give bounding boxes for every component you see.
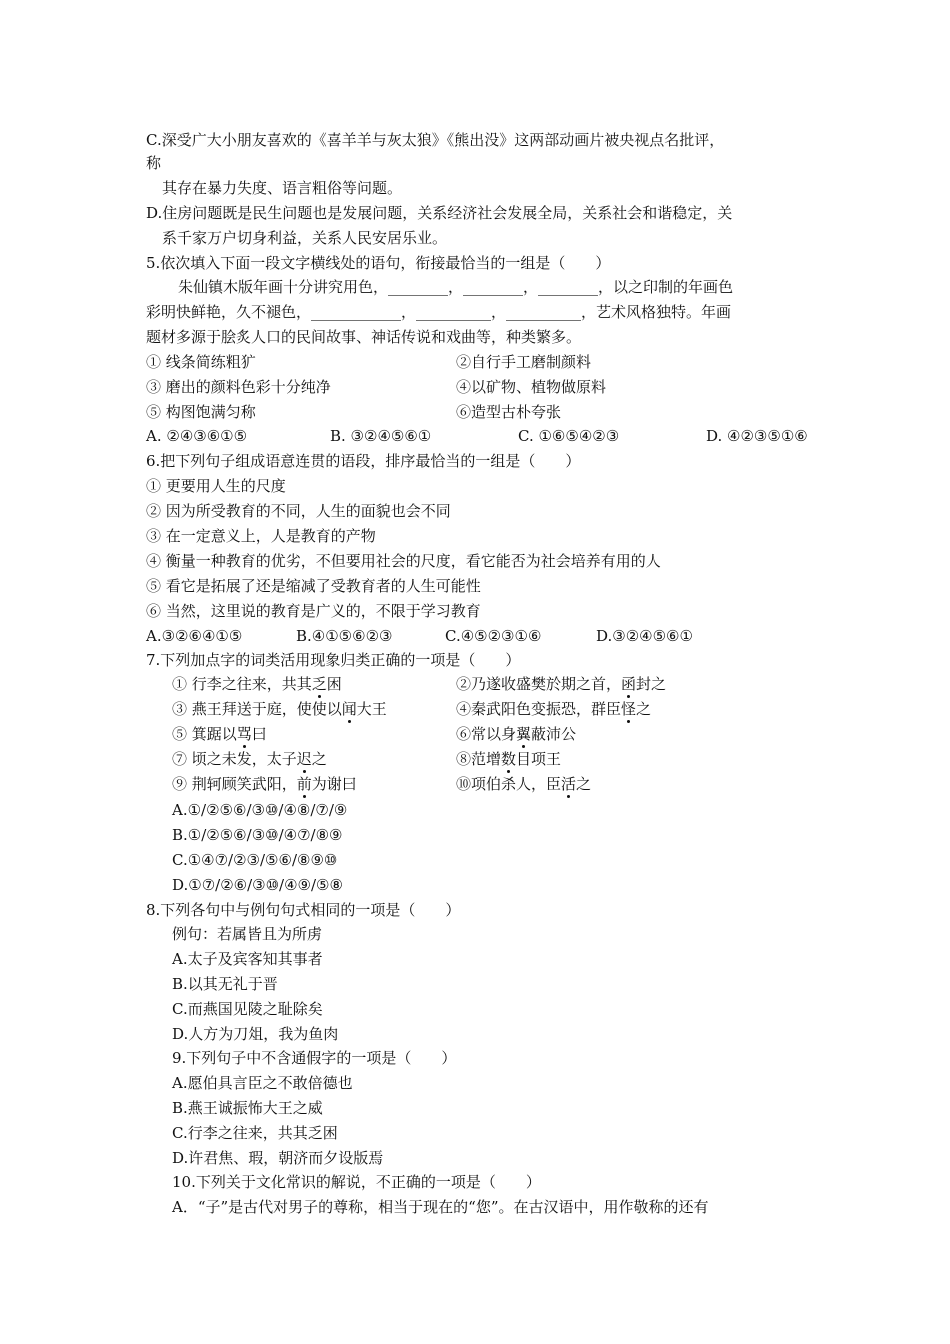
q5-option-a: A. ②④③⑥①⑤ — [146, 427, 248, 445]
dotted-char: 怪 — [621, 700, 637, 718]
q5-paragraph-line1: 朱仙镇木版年画十分讲究用色，________，________，________，以之印制的年画色 — [178, 278, 734, 296]
q7-item-6: ⑥常以身翼蔽沛公 — [456, 725, 577, 743]
q7-item-8: ⑧范增数目项王 — [456, 750, 562, 768]
q5-item-3: ③ 磨出的颜料色彩十分纯净 — [146, 378, 331, 396]
q5-item-4: ④以矿物、植物做原料 — [456, 378, 607, 396]
q7-item-5: ⑤ 箕踞以骂曰 — [172, 725, 267, 743]
q6-option-a: A.③②⑥④①⑤ — [146, 627, 243, 645]
dotted-char: 乏 — [311, 675, 327, 693]
q5-stem: 5.依次填入下面一段文字横线处的语句，衔接最恰当的一组是（ ） — [146, 254, 611, 272]
dotted-char: 活 — [561, 775, 577, 793]
q5-item-2: ②自行手工磨制颜料 — [456, 353, 592, 371]
q9-option-d: D.许君焦、瑕，朝济而夕设版焉 — [172, 1149, 384, 1167]
q6-option-b: B.④①⑤⑥②③ — [296, 627, 393, 645]
q7-item-9: ⑨ 荆轲顾笑武阳，前为谢曰 — [172, 775, 357, 793]
q7-item-1: ① 行李之往来，共其乏困 — [172, 675, 342, 693]
q4-option-c-line2: 称 — [146, 154, 162, 172]
q10-stem: 10.下列关于文化常识的解说，不正确的一项是（ ） — [172, 1173, 541, 1191]
q9-option-c: C.行李之往来，共其乏困 — [172, 1124, 338, 1142]
q7-option-a: A.①/②⑤⑥/③⑩/④⑧/⑦/⑨ — [172, 801, 348, 819]
q7-option-b: B.①/②⑤⑥/③⑩/④⑦/⑧⑨ — [172, 826, 343, 844]
dotted-char: 前 — [296, 775, 312, 793]
q7-option-c: C.①④⑦/②③/⑤⑥/⑧⑨⑩ — [172, 851, 338, 869]
q4-option-c-line1: C.深受广大小朋友喜欢的《喜羊羊与灰太狼》《熊出没》这两部动画片被央视点名批评， — [146, 131, 725, 149]
q9-stem: 9.下列句子中不含通假字的一项是（ ） — [172, 1049, 457, 1067]
q10-option-a: A．“子”是古代对男子的尊称，相当于现在的“您”。在古汉语中，用作敬称的还有 — [172, 1198, 709, 1216]
q8-option-d: D.人方为刀俎，我为鱼肉 — [172, 1025, 339, 1043]
q6-item-3: ③ 在一定意义上，人是教育的产物 — [146, 527, 376, 545]
dotted-char: 迟 — [296, 750, 312, 768]
q5-option-c: C. ①⑥⑤④②③ — [518, 427, 620, 445]
q4-option-d-line1: D.住房问题既是民生问题也是发展问题，关系经济社会发展全局，关系社会和谐稳定，关 — [146, 204, 733, 222]
q7-item-4: ④秦武阳色变振恐，群臣怪之 — [456, 700, 652, 718]
q6-item-1: ① 更要用人生的尺度 — [146, 477, 286, 495]
q8-example: 例句：若属皆且为所虏 — [172, 925, 323, 943]
q7-stem: 7.下列加点字的词类活用现象归类正确的一项是（ ） — [146, 651, 521, 669]
q6-option-d: D.③②④⑤⑥① — [596, 627, 693, 645]
dotted-char: 骂 — [236, 725, 252, 743]
q5-item-6: ⑥造型古朴夸张 — [456, 403, 562, 421]
dotted-char: 闻 — [341, 700, 357, 718]
q5-paragraph-line3: 题材多源于脍炙人口的民间故事、神话传说和戏曲等，种类繁多。 — [146, 328, 582, 346]
q6-item-5: ⑤ 看它是拓展了还是缩减了受教育者的人生可能性 — [146, 577, 481, 595]
q5-item-1: ① 线条简练粗犷 — [146, 353, 256, 371]
q8-option-b: B.以其无礼于晋 — [172, 975, 278, 993]
q6-item-6: ⑥ 当然，这里说的教育是广义的，不限于学习教育 — [146, 602, 481, 620]
q6-item-2: ② 因为所受教育的不同，人生的面貌也会不同 — [146, 502, 451, 520]
q7-item-10: ⑩项伯杀人，臣活之 — [456, 775, 592, 793]
q6-stem: 6.把下列句子组成语意连贯的语段，排序最恰当的一组是（ ） — [146, 452, 581, 470]
q5-paragraph-line2: 彩明快鲜艳，久不褪色，____________，__________，__________，艺术风格独特。年画 — [146, 303, 732, 321]
q8-stem: 8.下列各句中与例句句式相同的一项是（ ） — [146, 901, 461, 919]
q4-option-d-line2: 系千家万户切身利益，关系人民安居乐业。 — [162, 229, 448, 247]
q8-option-c: C.而燕国见陵之耻除矣 — [172, 1000, 323, 1018]
q6-option-c: C.④⑤②③①⑥ — [445, 627, 542, 645]
q5-option-b: B. ③②④⑤⑥① — [330, 427, 432, 445]
dotted-char: 数 — [501, 750, 517, 768]
q5-item-5: ⑤ 构图饱满匀称 — [146, 403, 256, 421]
q4-option-c-line3: 其存在暴力失度、语言粗俗等问题。 — [162, 179, 403, 197]
q9-option-a: A.愿伯具言臣之不敢倍德也 — [172, 1074, 353, 1092]
q9-option-b: B.燕王诚振怖大王之威 — [172, 1099, 323, 1117]
q5-option-d: D. ④②③⑤①⑥ — [706, 427, 808, 445]
dotted-char: 函 — [621, 675, 637, 693]
q7-option-d: D.①⑦/②⑥/③⑩/④⑨/⑤⑧ — [172, 876, 343, 894]
q7-item-3: ③ 燕王拜送于庭，使使以闻大王 — [172, 700, 387, 718]
q7-item-7: ⑦ 顷之未发，太子迟之 — [172, 750, 327, 768]
q8-option-a: A.太子及宾客知其事者 — [172, 950, 323, 968]
q7-item-2: ②乃遂收盛樊於期之首，函封之 — [456, 675, 667, 693]
dotted-char: 翼 — [516, 725, 532, 743]
q6-item-4: ④ 衡量一种教育的优劣，不但要用社会的尺度，看它能否为社会培养有用的人 — [146, 552, 661, 570]
